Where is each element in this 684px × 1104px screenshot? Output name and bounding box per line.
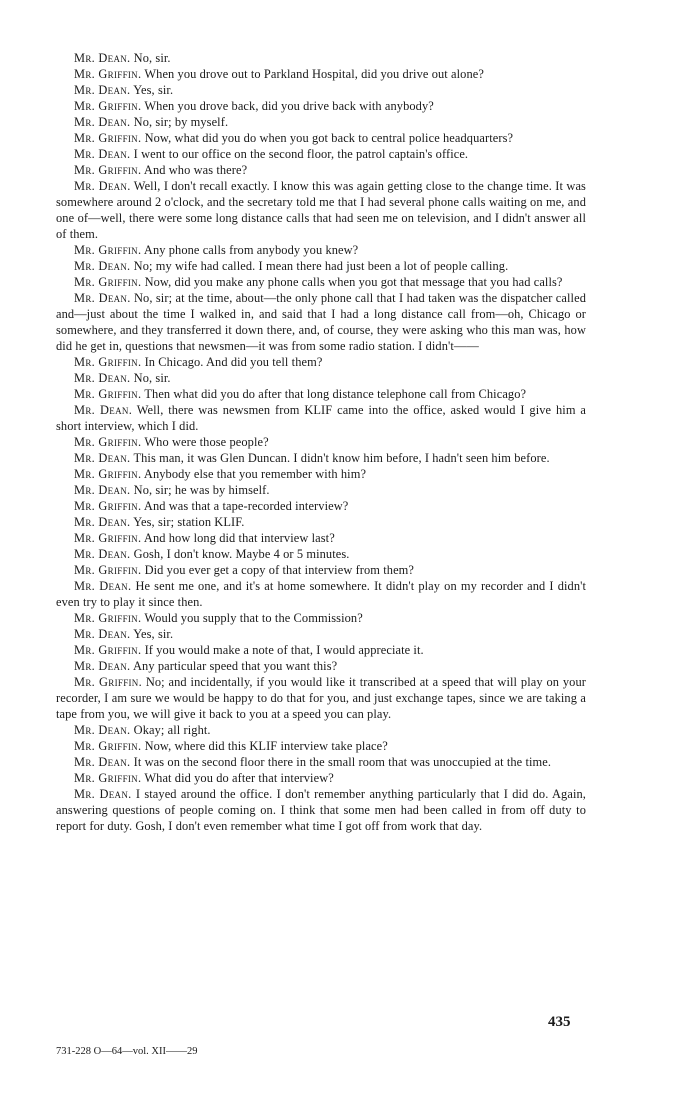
speaker-label: Mr. Griffin. xyxy=(74,563,142,577)
transcript-paragraph xyxy=(56,370,586,386)
transcript-paragraph xyxy=(56,242,586,258)
testimony-text: If you would make a note of that, I would appreciate it. xyxy=(144,643,424,657)
speaker-label: Mr. Griffin. xyxy=(74,675,142,689)
transcript-paragraph xyxy=(56,114,586,130)
transcript-paragraph xyxy=(56,50,586,66)
speaker-label: Mr. Dean. xyxy=(74,83,131,97)
speaker-label: Mr. Dean. xyxy=(74,787,132,801)
testimony-text: What did you do after that interview? xyxy=(144,771,334,785)
testimony-text: When you drove out to Parkland Hospital, did you drive out alone? xyxy=(144,67,484,81)
transcript-paragraph xyxy=(56,178,586,242)
transcript-paragraph xyxy=(56,738,586,754)
transcript-body xyxy=(56,50,586,834)
testimony-text: Any particular speed that you want this? xyxy=(132,659,338,673)
testimony-text: Yes, sir; station KLIF. xyxy=(133,515,245,529)
transcript-paragraph xyxy=(56,290,586,354)
speaker-label: Mr. Dean. xyxy=(74,371,131,385)
testimony-text: No, sir; by myself. xyxy=(133,115,229,129)
speaker-label: Mr. Griffin. xyxy=(74,99,142,113)
transcript-paragraph xyxy=(56,130,586,146)
speaker-label: Mr. Griffin. xyxy=(74,275,142,289)
speaker-label: Mr. Griffin. xyxy=(74,243,142,257)
transcript-paragraph xyxy=(56,386,586,402)
testimony-text: Yes, sir. xyxy=(133,83,174,97)
transcript-paragraph xyxy=(56,578,586,610)
speaker-label: Mr. Dean. xyxy=(74,627,131,641)
speaker-label: Mr. Dean. xyxy=(74,755,131,769)
transcript-paragraph xyxy=(56,162,586,178)
speaker-label: Mr. Dean. xyxy=(74,483,131,497)
testimony-text: This man, it was Glen Duncan. I didn't know him before, I hadn't seen him before. xyxy=(133,451,550,465)
testimony-text: Gosh, I don't know. Maybe 4 or 5 minutes. xyxy=(133,547,350,561)
speaker-label: Mr. Dean. xyxy=(74,115,131,129)
testimony-text: Yes, sir. xyxy=(133,627,174,641)
transcript-paragraph xyxy=(56,498,586,514)
transcript-paragraph xyxy=(56,642,586,658)
testimony-text: No, sir; at the time, about—the only phone call that I had taken was the dispatcher called and—just about the time I walked in, and said that I had a long distance call from—oh, Chicago or somewhere, and they transferred it down there, and, of course, they were asking who this man was, how did he get in, questions that newsmen—it was from some radio station. I didn't—— xyxy=(56,291,586,353)
speaker-label: Mr. Dean. xyxy=(74,179,131,193)
transcript-paragraph xyxy=(56,82,586,98)
testimony-text: Now, what did you do when you got back to central police headquarters? xyxy=(144,131,514,145)
testimony-text: Who were those people? xyxy=(144,435,269,449)
transcript-paragraph xyxy=(56,770,586,786)
testimony-text: I went to our office on the second floor, the patrol captain's office. xyxy=(133,147,469,161)
speaker-label: Mr. Griffin. xyxy=(74,739,142,753)
transcript-paragraph xyxy=(56,98,586,114)
transcript-paragraph xyxy=(56,434,586,450)
transcript-paragraph xyxy=(56,786,586,834)
speaker-label: Mr. Dean. xyxy=(74,51,131,65)
transcript-paragraph xyxy=(56,626,586,642)
speaker-label: Mr. Dean. xyxy=(74,659,131,673)
transcript-paragraph xyxy=(56,450,586,466)
speaker-label: Mr. Dean. xyxy=(74,291,131,305)
speaker-label: Mr. Griffin. xyxy=(74,499,142,513)
testimony-text: No, sir. xyxy=(133,371,171,385)
speaker-label: Mr. Griffin. xyxy=(74,611,142,625)
speaker-label: Mr. Dean. xyxy=(74,259,131,273)
testimony-text: No, sir. xyxy=(133,51,171,65)
speaker-label: Mr. Dean. xyxy=(74,579,132,593)
testimony-text: Now, where did this KLIF interview take place? xyxy=(144,739,388,753)
transcript-paragraph xyxy=(56,274,586,290)
speaker-label: Mr. Dean. xyxy=(74,147,131,161)
testimony-text: Now, did you make any phone calls when you got that message that you had calls? xyxy=(144,275,563,289)
testimony-text: No; my wife had called. I mean there had just been a lot of people calling. xyxy=(133,259,509,273)
transcript-paragraph xyxy=(56,146,586,162)
transcript-paragraph xyxy=(56,754,586,770)
transcript-paragraph xyxy=(56,722,586,738)
speaker-label: Mr. Dean. xyxy=(74,547,131,561)
testimony-text: Would you supply that to the Commission? xyxy=(144,611,363,625)
testimony-text: No, sir; he was by himself. xyxy=(133,483,270,497)
print-code-footer: 731-228 O—64—vol. XII——29 xyxy=(56,1046,198,1057)
testimony-text: Well, there was newsmen from KLIF came into the office, asked would I give him a short interview, which I did. xyxy=(56,403,586,433)
speaker-label: Mr. Dean. xyxy=(74,403,133,417)
testimony-text: And was that a tape-recorded interview? xyxy=(143,499,349,513)
speaker-label: Mr. Griffin. xyxy=(74,355,142,369)
transcript-paragraph xyxy=(56,514,586,530)
testimony-text: No; and incidentally, if you would like it transcribed at a speed that will play on your recorder, I am sure we would be happy to do that for you, and just exchange tapes, since we are taking a tape from you, we will give it back to you at a speed you can play. xyxy=(56,675,586,721)
speaker-label: Mr. Griffin. xyxy=(74,387,142,401)
testimony-text: Okay; all right. xyxy=(133,723,211,737)
testimony-text: Anybody else that you remember with him? xyxy=(143,467,367,481)
transcript-paragraph xyxy=(56,482,586,498)
testimony-text: He sent me one, and it's at home somewhere. It didn't play on my recorder and I didn't even try to play it since then. xyxy=(56,579,586,609)
speaker-label: Mr. Dean. xyxy=(74,451,131,465)
testimony-text: Any phone calls from anybody you knew? xyxy=(143,243,359,257)
speaker-label: Mr. Griffin. xyxy=(74,771,142,785)
testimony-text: Then what did you do after that long distance telephone call from Chicago? xyxy=(144,387,527,401)
speaker-label: Mr. Dean. xyxy=(74,515,131,529)
testimony-text: I stayed around the office. I don't remember anything particularly that I did do. Again, answering questions of people coming on. I think that some men had been called in from off duty to report for duty. Gosh, I don't even remember what time I got off from work that day. xyxy=(56,787,586,833)
transcript-paragraph xyxy=(56,674,586,722)
testimony-text: Well, I don't recall exactly. I know this was again getting close to the change time. It was somewhere around 2 o'clock, and the secretary told me that I had several phone calls waiting on me, and one of—well, there were some long distance calls that had seen me on television, and I didn't answer all of them. xyxy=(56,179,586,241)
speaker-label: Mr. Griffin. xyxy=(74,163,142,177)
speaker-label: Mr. Griffin. xyxy=(74,131,142,145)
testimony-text: When you drove back, did you drive back with anybody? xyxy=(144,99,434,113)
testimony-text: And how long did that interview last? xyxy=(143,531,335,545)
speaker-label: Mr. Griffin. xyxy=(74,531,142,545)
speaker-label: Mr. Dean. xyxy=(74,723,131,737)
transcript-paragraph xyxy=(56,66,586,82)
transcript-paragraph xyxy=(56,466,586,482)
page-number: 435 xyxy=(548,1014,571,1030)
speaker-label: Mr. Griffin. xyxy=(74,67,142,81)
testimony-text: Did you ever get a copy of that interview from them? xyxy=(144,563,415,577)
speaker-label: Mr. Griffin. xyxy=(74,467,142,481)
transcript-paragraph xyxy=(56,610,586,626)
transcript-paragraph xyxy=(56,258,586,274)
speaker-label: Mr. Griffin. xyxy=(74,435,142,449)
testimony-text: And who was there? xyxy=(143,163,248,177)
transcript-paragraph xyxy=(56,530,586,546)
transcript-paragraph xyxy=(56,658,586,674)
testimony-text: It was on the second floor there in the small room that was unoccupied at the time. xyxy=(133,755,552,769)
testimony-text: In Chicago. And did you tell them? xyxy=(144,355,323,369)
transcript-paragraph xyxy=(56,562,586,578)
transcript-paragraph xyxy=(56,402,586,434)
speaker-label: Mr. Griffin. xyxy=(74,643,142,657)
transcript-paragraph xyxy=(56,354,586,370)
transcript-paragraph xyxy=(56,546,586,562)
